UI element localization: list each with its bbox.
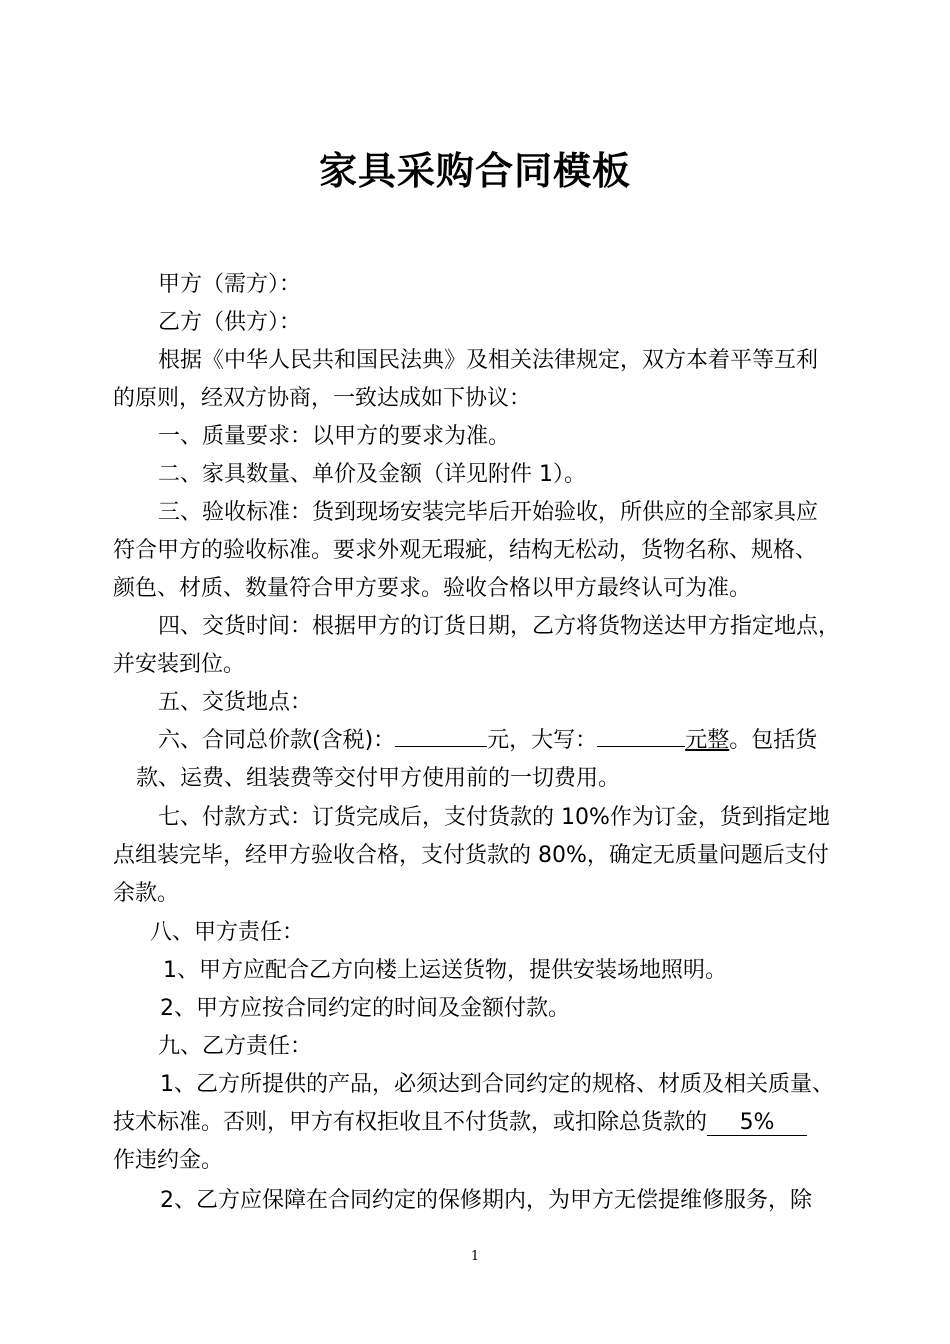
clause-8-item-1: 1、甲方应配合乙方向楼上运送货物，提供安装场地照明。 <box>163 958 727 983</box>
penalty-percent-blank[interactable]: 5% <box>707 1111 807 1136</box>
clause-2: 二、家具数量、单价及金额（详见附件 1）。 <box>158 462 586 487</box>
clause-6-tail: 。包括货 <box>729 728 818 753</box>
clause-7-line-1: 七、付款方式：订货完成后，支付货款的 10%作为订金，货到指定地 <box>158 805 830 830</box>
clause-8-item-2: 2、甲方应按合同约定的时间及金额付款。 <box>160 996 570 1021</box>
clause-3-line-1: 三、验收标准：货到现场安装完毕后开始验收，所供应的全部家具应 <box>158 500 819 525</box>
clause-9-item-1-line-1: 1、乙方所提供的产品，必须达到合同约定的规格、材质及相关质量、 <box>160 1072 834 1097</box>
amount-in-words-blank[interactable] <box>597 746 685 747</box>
clause-6-prefix: 六、合同总价款(含税)： <box>158 728 396 753</box>
page-number: 1 <box>470 1249 480 1264</box>
clause-9-item-1-line-3: 作违约金。 <box>113 1148 224 1173</box>
clause-3-line-3: 颜色、材质、数量符合甲方要求。验收合格以甲方最终认可为准。 <box>113 576 752 601</box>
clause-9-item-1-line-2 <box>113 1108 807 1138</box>
clause-6-line-1 <box>158 726 817 756</box>
clause-9-item-2-line-1: 2、乙方应保障在合同约定的保修期内，为甲方无偿提维修服务，除 <box>160 1188 812 1213</box>
clause-6-caps-suffix: 元整 <box>685 728 730 753</box>
clause-9-item-1-prefix: 技术标准。否则，甲方有权拒收且不付货款，或扣除总货款的 <box>113 1110 708 1135</box>
clause-6-unit: 元，大写： <box>487 728 598 753</box>
document-title: 家具采购合同模板 <box>318 149 631 193</box>
party-b-line: 乙方（供方）： <box>158 310 302 335</box>
clause-4-line-2: 并安装到位。 <box>113 652 246 677</box>
clause-8: 八、甲方责任： <box>150 920 305 945</box>
preamble-line-2: 的原则，经双方协商，一致达成如下协议： <box>113 386 532 411</box>
clause-7-line-3: 余款。 <box>113 881 180 906</box>
clause-9: 九、乙方责任： <box>158 1034 313 1059</box>
clause-3-line-2: 符合甲方的验收标准。要求外观无瑕疵，结构无松动，货物名称、规格、 <box>113 538 818 563</box>
party-a-line: 甲方（需方）： <box>158 272 302 297</box>
clause-1: 一、质量要求：以甲方的要求为准。 <box>158 424 511 449</box>
clause-5: 五、交货地点： <box>158 690 313 715</box>
clause-6-line-2: 款、运费、组装费等交付甲方使用前的一切费用。 <box>136 766 621 791</box>
preamble-line-1: 根据《中华人民共和国民法典》及相关法律规定，双方本着平等互利 <box>158 348 819 373</box>
total-amount-blank[interactable] <box>395 746 487 747</box>
clause-4-line-1: 四、交货时间：根据甲方的订货日期，乙方将货物送达甲方指定地点， <box>158 614 841 639</box>
clause-7-line-2: 点组装完毕，经甲方验收合格，支付货款的 80%，确定无质量问题后支付 <box>113 843 829 868</box>
